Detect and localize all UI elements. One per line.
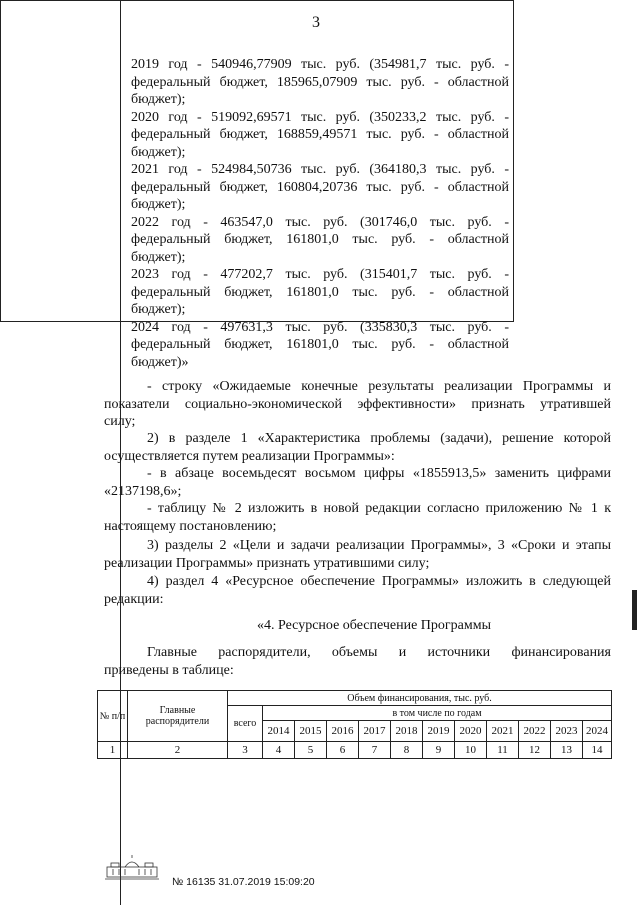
year-header: 2014 [263, 721, 295, 742]
para-section1-1: 2) в разделе 1 «Характеристика проблемы (задачи), решение которой [147, 431, 611, 446]
year-header: 2021 [487, 721, 519, 742]
funding-year-entry [131, 266, 509, 319]
registration-stamp: № 16135 31.07.2019 15:09:20 [172, 876, 315, 888]
para-table2-2: настоящему постановлению; [104, 518, 277, 534]
para-section1-2: осуществляется путем реализации Программы»: [104, 448, 395, 464]
para-section4-1: 4) раздел 4 «Ресурсное обеспечение Программы» изложить в следующей [147, 574, 611, 589]
funding-line: бюджет); [131, 144, 186, 160]
funding-line: 2023 год - 477202,7 тыс. руб. (315401,7 тыс. руб. - [131, 267, 509, 282]
column-index-cell: 6 [327, 742, 359, 759]
column-index-cell: 3 [228, 742, 263, 759]
funding-line: 2019 год - 540946,77909 тыс. руб. (354981,7 тыс. руб. - [131, 57, 509, 72]
column-index-cell: 14 [583, 742, 612, 759]
column-index-cell: 7 [359, 742, 391, 759]
col-header-total: всего [228, 706, 263, 742]
funding-year-entry [131, 161, 509, 214]
funding-line: 2022 год - 463547,0 тыс. руб. (301746,0 тыс. руб. - [131, 214, 509, 230]
column-index-cell: 12 [519, 742, 551, 759]
year-header: 2020 [455, 721, 487, 742]
year-header: 2022 [519, 721, 551, 742]
year-header: 2019 [423, 721, 455, 742]
para-sections23-2: реализации Программы» признать утратившими силу; [104, 555, 430, 571]
funding-line: бюджет); [131, 92, 186, 107]
year-header: 2018 [391, 721, 423, 742]
year-header: 2016 [327, 721, 359, 742]
column-index-cell: 4 [263, 742, 295, 759]
column-index-cell: 9 [423, 742, 455, 759]
funding-line: федеральный бюджет, 185965,07909 тыс. руб. - областной [131, 74, 509, 90]
para-managers-2: приведены в таблице: [104, 662, 234, 678]
col-header-volume: Объем финансирования, тыс. руб. [228, 691, 612, 706]
funding-line: 2020 год - 519092,69571 тыс. руб. (350233,2 тыс. руб. - [131, 109, 509, 125]
funding-line: бюджет); [131, 249, 186, 265]
funding-year-entry [131, 109, 509, 162]
column-index-row [98, 742, 612, 759]
col-header-by-years: в том числе по годам [263, 706, 612, 721]
building-emblem-icon [103, 855, 161, 881]
funding-line: бюджет); [131, 302, 186, 317]
para-expected-results-1: - строку «Ожидаемые конечные результаты реализации Программы и [147, 379, 611, 394]
funding-line: 2021 год - 524984,50736 тыс. руб. (364180,3 тыс. руб. - [131, 162, 509, 177]
funding-line: федеральный бюджет, 161801,0 тыс. руб. - областной [131, 232, 509, 247]
funding-year-entry [131, 214, 509, 267]
para-expected-results-3: силу; [104, 414, 136, 429]
funding-line: федеральный бюджет, 168859,49571 тыс. руб. - областной [131, 127, 509, 142]
year-header: 2023 [551, 721, 583, 742]
page-number: 3 [312, 14, 320, 31]
para-expected-results-2: показатели социально-экономической эффективности» признать утратившей [104, 396, 611, 412]
para-table2-1: - таблицу № 2 изложить в новой редакции согласно приложению № 1 к [147, 501, 611, 516]
column-index-cell: 11 [487, 742, 519, 759]
financing-table [97, 690, 612, 759]
para-digits-2: «2137198,6»; [104, 483, 182, 499]
column-index-cell: 5 [295, 742, 327, 759]
para-managers-1: Главные распорядители, объемы и источники финансирования [147, 645, 611, 660]
scan-edge-mark [632, 590, 637, 630]
para-digits-1: - в абзаце восемьдесят восьмом цифры «1855913,5» заменить цифрами [147, 466, 611, 481]
funding-line: федеральный бюджет, 161801,0 тыс. руб. - областной [131, 284, 509, 300]
funding-year-entry [131, 319, 509, 372]
column-index-cell: 1 [98, 742, 128, 759]
funding-line: федеральный бюджет, 160804,20736 тыс. руб. - областной [131, 179, 509, 195]
funding-line: 2024 год - 497631,3 тыс. руб. (335830,3 тыс. руб. - [131, 319, 509, 335]
column-index-cell: 10 [455, 742, 487, 759]
column-index-cell: 13 [551, 742, 583, 759]
column-index-cell: 8 [391, 742, 423, 759]
col-header-managers: Главные распорядители [128, 691, 228, 742]
section-title: «4. Ресурсное обеспечение Программы [257, 618, 492, 633]
funding-line: бюджет)» [131, 354, 189, 370]
para-section4-2: редакции: [104, 591, 164, 607]
year-header: 2024 [583, 721, 612, 742]
year-header: 2017 [359, 721, 391, 742]
funding-year-entry [131, 56, 509, 109]
col-header-number: № п/п [98, 691, 128, 742]
para-sections23-1: 3) разделы 2 «Цели и задачи реализации Программы», 3 «Сроки и этапы [147, 538, 611, 553]
funding-line: бюджет); [131, 197, 186, 212]
funding-line: федеральный бюджет, 161801,0 тыс. руб. - областной [131, 337, 509, 352]
column-index-cell: 2 [128, 742, 228, 759]
year-header: 2015 [295, 721, 327, 742]
